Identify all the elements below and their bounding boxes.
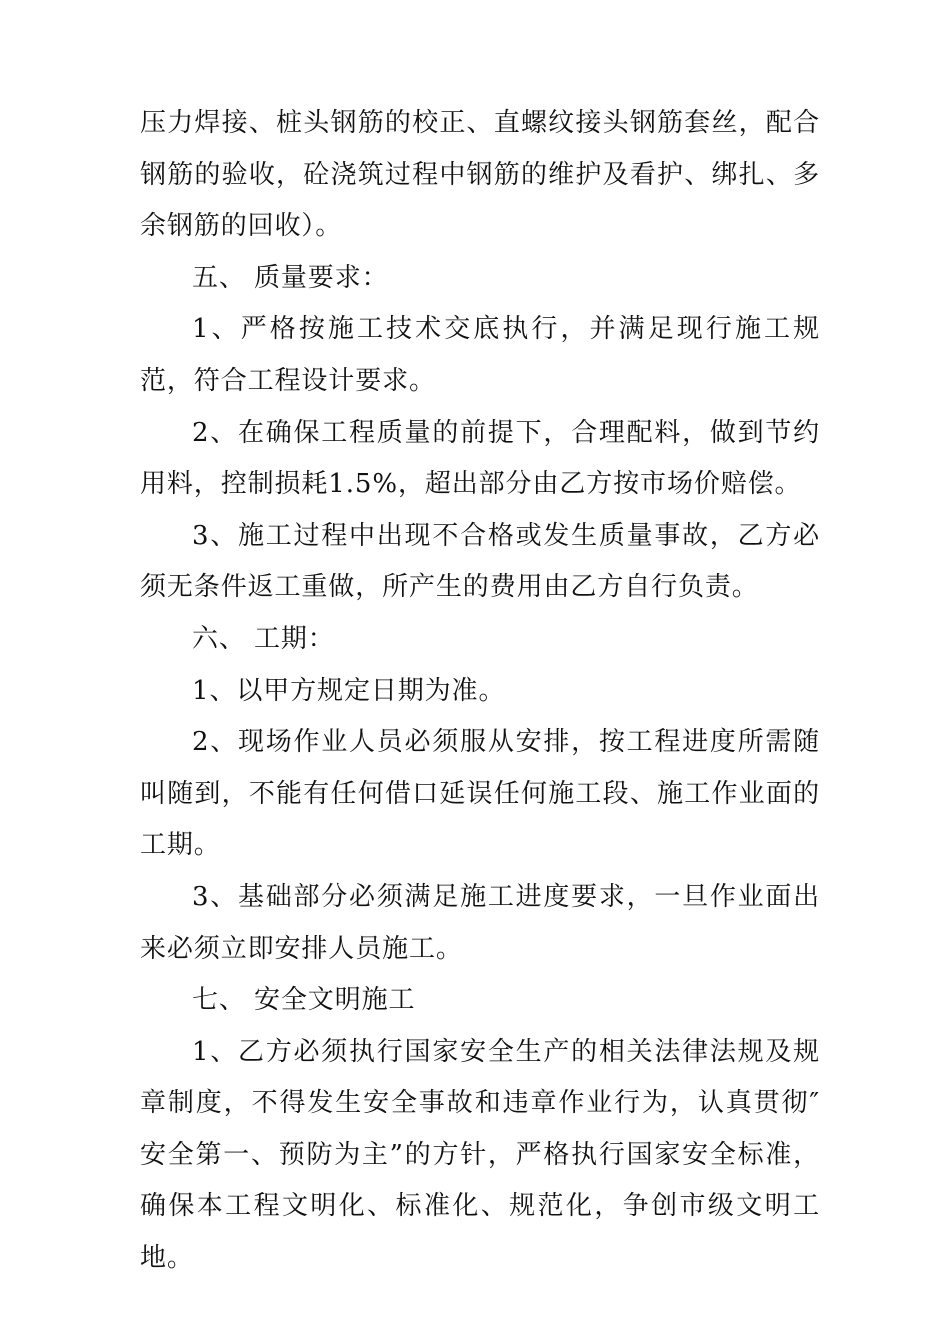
paragraph-rebar-scope: 压力焊接、桩头钢筋的校正、直螺纹接头钢筋套丝，配合钢筋的验收，砼浇筑过程中钢筋的维护及看护、绑扎、多余钢筋的回收）。 [140,108,820,242]
section-title: 质量要求： [254,262,389,293]
section-title: 安全文明施工 [254,985,416,1016]
paragraph-safety-1: 1、乙方必须执行国家安全生产的相关法律法规及规章制度，不得发生安全事故和违章作业行为，认真贯彻″安全第一、预防为主”的方针，严格执行国家安全标准，确保本工程文明化、标准化、规范化，争创市级文明工地。 [140,1036,820,1274]
section-number: 五、 [192,262,246,293]
paragraph-quality-1: 1、严格按施工技术交底执行，并满足现行施工规范，符合工程设计要求。 [140,314,820,396]
paragraph-schedule-2: 2、现场作业人员必须服从安排，按工程进度所需随叫随到，不能有任何借口延误任何施工段、施工作业面的工期。 [140,727,820,861]
section-number: 六、 [192,623,246,654]
section-title: 工期： [254,623,335,654]
paragraph-schedule-3: 3、基础部分必须满足施工进度要求，一旦作业面出来必须立即安排人员施工。 [140,881,820,964]
section-heading-schedule [140,614,820,666]
paragraph-schedule-1: 1、以甲方规定日期为准。 [192,675,506,706]
section-heading-quality [140,253,820,305]
paragraph-quality-3: 3、施工过程中出现不合格或发生质量事故，乙方必须无条件返工重做，所产生的费用由乙方自行负责。 [140,520,820,603]
section-heading-safety [140,975,820,1027]
paragraph-quality-2: 2、在确保工程质量的前提下，合理配料，做到节约用料，控制损耗1.5%，超出部分由乙方按市场价赔偿。 [140,417,820,500]
document-body [140,98,820,1285]
section-number: 七、 [192,985,246,1016]
